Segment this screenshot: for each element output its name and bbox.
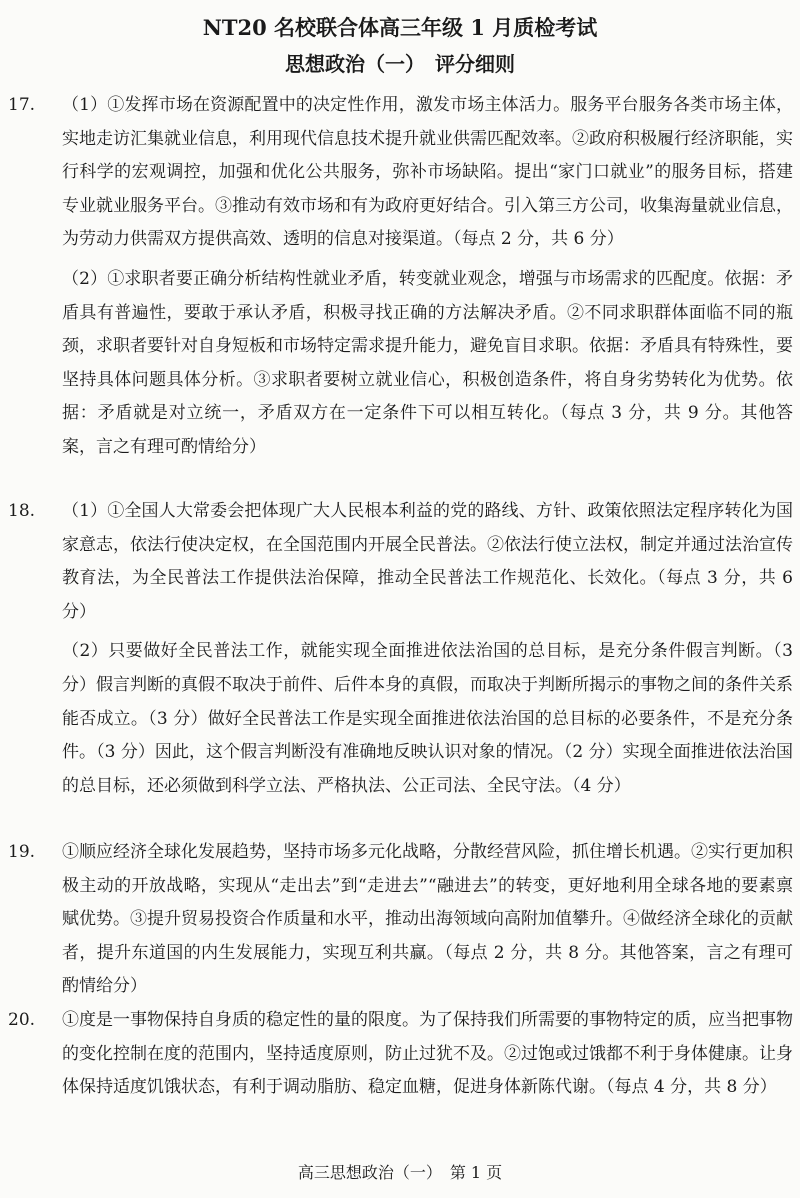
answer-part: ①顺应经济全球化发展趋势，坚持市场多元化战略，分散经营风险，抓住增长机遇。②实行更加积极主动的开放战略，实现从“走出去”到“走进去”“融进去”的转变，更好地利用全球各地的要素禀赋优势。③提升贸易投资合作质量和水平，推动出海领域向高附加值攀升。④做经济全球化的贡献者，提升东道国的内生发展能力，实现互利共赢。（每点 2 分，共 8 分。其他答案，言之有理可酌情给分） xyxy=(62,842,793,997)
question-number: 18. xyxy=(8,501,36,521)
answer-part: （2）①求职者要正确分析结构性就业矛盾，转变就业观念，增强与市场需求的匹配度。依据：矛盾具有普遍性，要敢于承认矛盾，积极寻找正确的方法解决矛盾。②不同求职群体面临不同的瓶颈，求职者要针对自身短板和市场特定需求提升能力，避免盲目求职。依据：矛盾具有特殊性，要坚持具体问题具体分析。③求职者要树立就业信心，积极创造条件，将自身劣势转化为优势。依据：矛盾就是对立统一，矛盾双方在一定条件下可以相互转化。（每点 3 分，共 9 分。其他答案，言之有理可酌情给分） xyxy=(62,268,793,457)
answer-part: （2）只要做好全民普法工作，就能实现全面推进依法治国的总目标，是充分条件假言判断。（3 分）假言判断的真假不取决于前件、后件本身的真假，而取决于判断所揭示的事物之间的条件关系能否成立。（3 分）做好全民普法工作是实现全面推进依法治国的总目标的必要条件，不是充分条件。（3 分）因此，这个假言判断没有准确地反映认识对象的情况。（2 分）实现全面推进依法治国的总目标，还必须做到科学立法、严格执法、公正司法、全民守法。（4 分） xyxy=(62,641,793,796)
question-17 xyxy=(8,89,793,465)
question-number: 20. xyxy=(8,1010,36,1030)
question-number: 17. xyxy=(8,95,36,115)
document-title: NT20 名校联合体高三年级 1 月质检考试 xyxy=(202,15,598,40)
question-19 xyxy=(8,836,793,1004)
question-number: 19. xyxy=(8,842,36,862)
question-20 xyxy=(8,1004,793,1105)
answer-part: （1）①发挥市场在资源配置中的决定性作用，激发市场主体活力。服务平台服务各类市场主体，实地走访汇集就业信息，利用现代信息技术提升就业供需匹配效率。②政府积极履行经济职能，实行科学的宏观调控，加强和优化公共服务，弥补市场缺陷。提出“家门口就业”的服务目标，搭建专业就业服务平台。③推动有效市场和有为政府更好结合。引入第三方公司，收集海量就业信息，为劳动力供需双方提供高效、透明的信息对接渠道。（每点 2 分，共 6 分） xyxy=(62,95,793,250)
document-subtitle: 思想政治（一） 评分细则 xyxy=(285,52,515,76)
answer-part: （1）①全国人大常委会把体现广大人民根本利益的党的路线、方针、政策依照法定程序转化为国家意志，依法行使决定权，在全国范围内开展全民普法。②依法行使立法权，制定并通过法治宣传教育法，为全民普法工作提供法治保障，推动全民普法工作规范化、长效化。（每点 3 分，共 6 分） xyxy=(62,501,793,622)
question-18 xyxy=(8,495,793,803)
answer-part: ①度是一事物保持自身质的稳定性的量的限度。为了保持我们所需要的事物特定的质，应当把事物的变化控制在度的范围内，坚持适度原则，防止过犹不及。②过饱或过饿都不利于身体健康。让身体保持适度饥饿状态，有利于调动脂肪、稳定血糖，促进身体新陈代谢。（每点 4 分，共 8 分） xyxy=(62,1010,793,1098)
page-footer: 高三思想政治（一） 第 1 页 xyxy=(297,1163,503,1182)
